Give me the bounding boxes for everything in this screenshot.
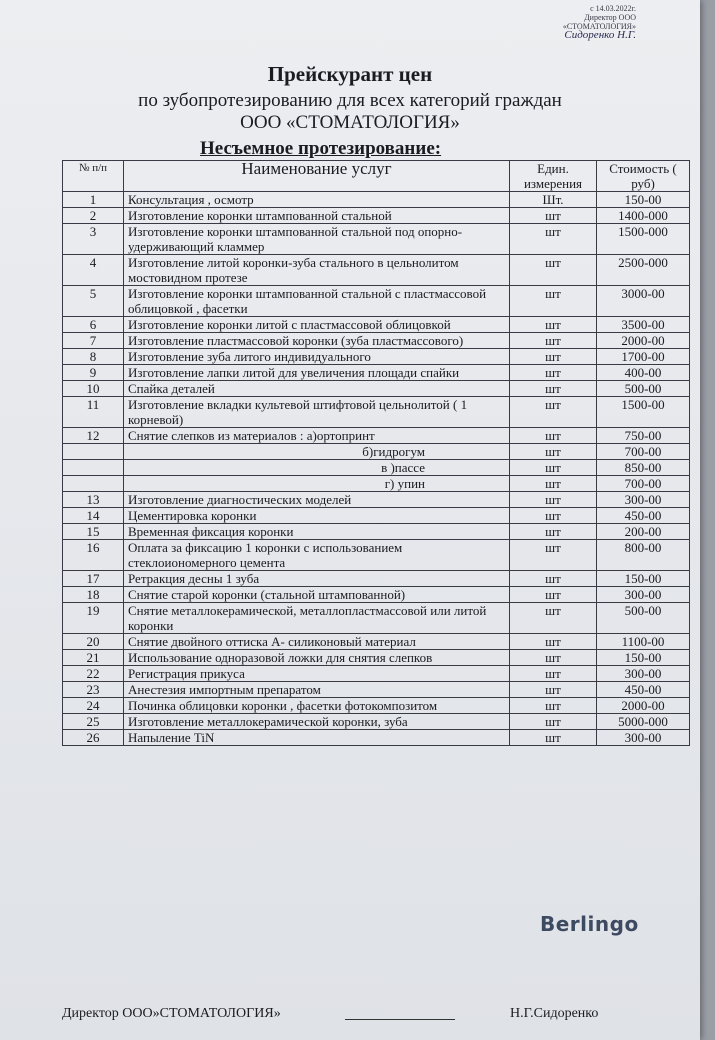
row-price: 300-00: [597, 666, 690, 682]
row-price: 1700-00: [597, 349, 690, 365]
header-unit: Един. измерения: [510, 161, 597, 192]
approval-org: «СТОМАТОЛОГИЯ»: [562, 22, 636, 31]
table-row: [63, 698, 690, 714]
row-name: Консультация , осмотр: [124, 192, 510, 208]
row-num: 21: [63, 650, 124, 666]
row-num: 13: [63, 492, 124, 508]
row-unit: шт: [510, 650, 597, 666]
row-name: Оплата за фиксацию 1 коронки с использованием стеклоиономерного цемента: [124, 540, 510, 571]
row-price: 2500-000: [597, 255, 690, 286]
row-name: Изготовление коронки штампованной стальной с пластмассовой облицовкой , фасетки: [124, 286, 510, 317]
row-price: 300-00: [597, 492, 690, 508]
row-num: [63, 476, 124, 492]
approval-signature: Сидоренко Н.Г.: [564, 29, 636, 41]
table-row: [63, 208, 690, 224]
row-unit: шт: [510, 492, 597, 508]
row-num: 15: [63, 524, 124, 540]
row-num: 22: [63, 666, 124, 682]
row-unit: шт: [510, 444, 597, 460]
table-row: [63, 192, 690, 208]
row-unit: шт: [510, 714, 597, 730]
table-row: [63, 349, 690, 365]
row-unit: шт: [510, 682, 597, 698]
row-unit: шт: [510, 587, 597, 603]
row-num: 12: [63, 428, 124, 444]
row-price: 2000-00: [597, 698, 690, 714]
table-row: [63, 508, 690, 524]
footer-signature: [345, 1002, 455, 1020]
table-row: [63, 286, 690, 317]
table-row: [63, 730, 690, 746]
table-row: [63, 224, 690, 255]
row-num: 25: [63, 714, 124, 730]
row-num: 14: [63, 508, 124, 524]
row-num: 23: [63, 682, 124, 698]
row-price: 800-00: [597, 540, 690, 571]
table-row: [63, 381, 690, 397]
table-row: [63, 333, 690, 349]
row-name: Снятие старой коронки (стальной штампованной): [124, 587, 510, 603]
row-name: Напыление TiN: [124, 730, 510, 746]
table-row: [63, 444, 690, 460]
row-name: Изготовление зуба литого индивидуального: [124, 349, 510, 365]
row-name: Ретракция десны 1 зуба: [124, 571, 510, 587]
row-name: Починка облицовки коронки , фасетки фотокомпозитом: [124, 698, 510, 714]
row-unit: шт: [510, 730, 597, 746]
row-num: 8: [63, 349, 124, 365]
approval-date: с 14.03.2022г.: [590, 4, 636, 13]
row-price: 300-00: [597, 730, 690, 746]
row-name: Изготовление пластмассовой коронки (зуба пластмассового): [124, 333, 510, 349]
row-num: [63, 460, 124, 476]
row-price: 450-00: [597, 508, 690, 524]
header-name: Наименование услуг: [124, 161, 510, 192]
row-price: 700-00: [597, 444, 690, 460]
table-row: [63, 365, 690, 381]
row-unit: шт: [510, 317, 597, 333]
row-price: 2000-00: [597, 333, 690, 349]
row-unit: шт: [510, 666, 597, 682]
row-name: Анестезия импортным препаратом: [124, 682, 510, 698]
row-name: Изготовление коронки литой с пластмассовой облицовкой: [124, 317, 510, 333]
row-name: Изготовление лапки литой для увеличения площади спайки: [124, 365, 510, 381]
row-price: 850-00: [597, 460, 690, 476]
row-num: 16: [63, 540, 124, 571]
row-name: Использование одноразовой ложки для снятия слепков: [124, 650, 510, 666]
row-unit: шт: [510, 286, 597, 317]
header-num: № п/п: [63, 161, 124, 192]
row-num: 6: [63, 317, 124, 333]
row-price: 500-00: [597, 381, 690, 397]
row-unit: шт: [510, 381, 597, 397]
row-num: [63, 444, 124, 460]
row-unit: шт: [510, 524, 597, 540]
table-body: [63, 192, 690, 746]
row-name: Изготовление металлокерамической коронки, зуба: [124, 714, 510, 730]
page-title: Прейскурант цен: [267, 62, 433, 86]
row-unit: шт: [510, 349, 597, 365]
table-row: [63, 682, 690, 698]
table-row: [63, 587, 690, 603]
row-num: 20: [63, 634, 124, 650]
table-row: [63, 634, 690, 650]
table-row: [63, 571, 690, 587]
row-unit: шт: [510, 397, 597, 428]
row-unit: шт: [510, 224, 597, 255]
row-name: Изготовление диагностических моделей: [124, 492, 510, 508]
table-row: [63, 714, 690, 730]
row-num: 26: [63, 730, 124, 746]
row-num: 1: [63, 192, 124, 208]
row-price: 150-00: [597, 571, 690, 587]
row-name: Снятие двойного оттиска А- силиконовый материал: [124, 634, 510, 650]
row-price: 1100-00: [597, 634, 690, 650]
row-num: 10: [63, 381, 124, 397]
table-row: [63, 476, 690, 492]
row-unit: шт: [510, 571, 597, 587]
row-unit: шт: [510, 428, 597, 444]
row-name: Изготовление коронки штампованной стальной: [124, 208, 510, 224]
table-row: [63, 603, 690, 634]
row-name: Цементировка коронки: [124, 508, 510, 524]
table-header-row: [63, 161, 690, 192]
row-price: 1500-00: [597, 397, 690, 428]
row-unit: шт: [510, 460, 597, 476]
table-row: [63, 397, 690, 428]
row-price: 500-00: [597, 603, 690, 634]
row-unit: шт: [510, 255, 597, 286]
brand-watermark: Berlingo: [540, 912, 639, 936]
row-unit: шт: [510, 603, 597, 634]
row-name: Временная фиксация коронки: [124, 524, 510, 540]
row-unit: шт: [510, 333, 597, 349]
table-row: [63, 255, 690, 286]
row-num: 5: [63, 286, 124, 317]
row-name: Снятие слепков из материалов : а)ортопринт: [124, 428, 510, 444]
row-price: 300-00: [597, 587, 690, 603]
row-name: Снятие металлокерамической, металлопластмассовой или литой коронки: [124, 603, 510, 634]
table-row: [63, 492, 690, 508]
row-num: 3: [63, 224, 124, 255]
table-row: [63, 428, 690, 444]
row-price: 5000-000: [597, 714, 690, 730]
row-price: 750-00: [597, 428, 690, 444]
row-unit: Шт.: [510, 192, 597, 208]
row-price: 200-00: [597, 524, 690, 540]
row-name: Изготовление вкладки культевой штифтовой цельнолитой ( 1 корневой): [124, 397, 510, 428]
table-row: [63, 524, 690, 540]
approval-position: Директор ООО: [584, 13, 636, 22]
table-row: [63, 666, 690, 682]
row-price: 400-00: [597, 365, 690, 381]
row-num: 24: [63, 698, 124, 714]
row-unit: шт: [510, 540, 597, 571]
header-price: Стоимость ( руб): [597, 161, 690, 192]
row-num: 9: [63, 365, 124, 381]
row-price: 150-00: [597, 650, 690, 666]
table-row: [63, 460, 690, 476]
row-num: 19: [63, 603, 124, 634]
row-unit: шт: [510, 634, 597, 650]
row-num: 2: [63, 208, 124, 224]
row-name: Изготовление коронки штампованной стальной под опорно-удерживающий кламмер: [124, 224, 510, 255]
table-row: [63, 317, 690, 333]
row-num: 4: [63, 255, 124, 286]
row-price: 3000-00: [597, 286, 690, 317]
section-heading: Несъемное протезирование:: [200, 138, 442, 159]
table-row: [63, 540, 690, 571]
row-num: 7: [63, 333, 124, 349]
row-name: в )пассе: [124, 460, 510, 476]
row-unit: шт: [510, 508, 597, 524]
row-name: б)гидрогум: [124, 444, 510, 460]
table-row: [63, 650, 690, 666]
approval-stamp: [506, 4, 636, 40]
row-num: 11: [63, 397, 124, 428]
row-name: Регистрация прикуса: [124, 666, 510, 682]
row-price: 450-00: [597, 682, 690, 698]
row-num: 17: [63, 571, 124, 587]
row-price: 1500-000: [597, 224, 690, 255]
row-num: 18: [63, 587, 124, 603]
company-name: ООО «СТОМАТОЛОГИЯ»: [240, 112, 460, 133]
footer-name: Н.Г.Сидоренко: [510, 1006, 599, 1021]
row-unit: шт: [510, 208, 597, 224]
row-price: 3500-00: [597, 317, 690, 333]
row-unit: шт: [510, 365, 597, 381]
row-name: Спайка деталей: [124, 381, 510, 397]
page-subtitle: по зубопротезированию для всех категорий граждан: [138, 90, 562, 111]
row-name: Изготовление литой коронки-зуба стального в цельнолитом мостовидном протезе: [124, 255, 510, 286]
price-table: [62, 160, 690, 746]
row-price: 1400-000: [597, 208, 690, 224]
row-name: г) упин: [124, 476, 510, 492]
footer-director: Директор ООО»СТОМАТОЛОГИЯ»: [62, 1006, 281, 1021]
row-unit: шт: [510, 698, 597, 714]
row-price: 700-00: [597, 476, 690, 492]
row-price: 150-00: [597, 192, 690, 208]
row-unit: шт: [510, 476, 597, 492]
